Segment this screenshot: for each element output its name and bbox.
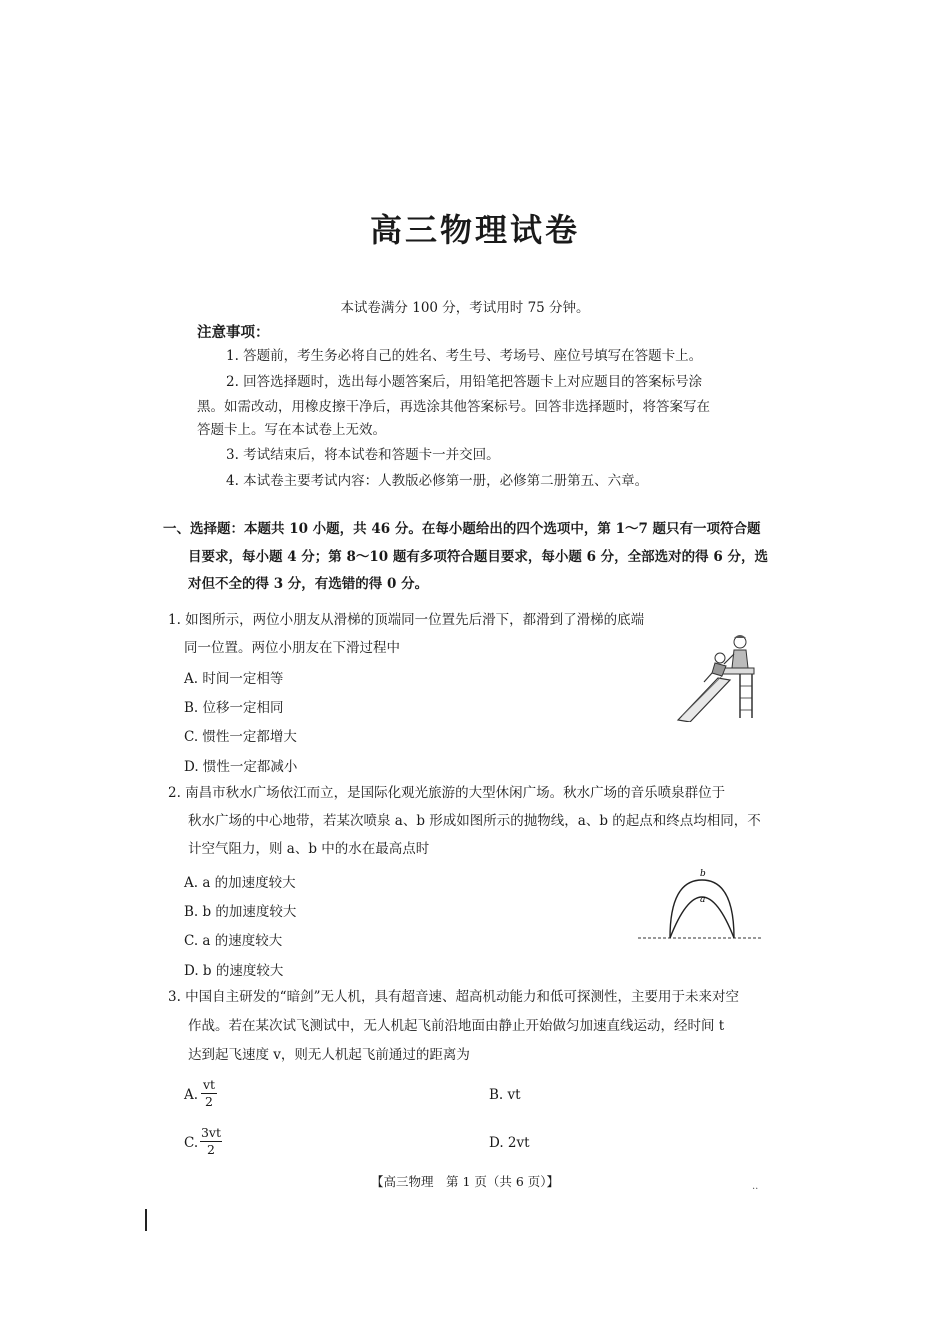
section-instructions-3: 对但不全的得 3 分，有选错的得 0 分。 xyxy=(188,576,429,592)
q3-stem-2: 作战。若在某次试飞测试中，无人机起飞前沿地面由静止开始做匀加速直线运动，经时间 t xyxy=(188,1018,725,1034)
section-instructions-1: 一、选择题：本题共 10 小题，共 46 分。在每小题给出的四个选项中，第 1～7 题只有一项符合题 xyxy=(163,521,761,537)
fountain-figure xyxy=(636,866,766,946)
q2-stem-3: 计空气阻力，则 a、b 中的水在最高点时 xyxy=(188,841,430,857)
q3-option-c-denominator: 2 xyxy=(207,1142,215,1157)
page-footer: 【高三物理 第 1 页（共 6 页）】 xyxy=(370,1174,560,1189)
q3-option-a-denominator: 2 xyxy=(205,1094,213,1109)
note-line-2: 2. 回答选择题时，选出每小题答案后，用铅笔把答题卡上对应题目的答案标号涂 xyxy=(226,374,703,390)
note-line-4: 答题卡上。写在本试卷上无效。 xyxy=(197,422,386,438)
parabola-b xyxy=(670,880,734,938)
margin-mark xyxy=(145,1209,147,1231)
q3-option-b: B. vt xyxy=(489,1087,521,1103)
q1-option-a: A. 时间一定相等 xyxy=(184,671,284,687)
exam-info: 本试卷满分 100 分，考试用时 75 分钟。 xyxy=(340,300,590,316)
q1-option-b: B. 位移一定相同 xyxy=(184,700,284,716)
q3-stem-1: 3. 中国自主研发的“暗剑”无人机，具有超音速、超高机动能力和低可探测性，主要用于未来对空 xyxy=(168,989,739,1005)
note-line-3: 黑。如需改动，用橡皮擦干净后，再选涂其他答案标号。回答非选择题时，将答案写在 xyxy=(197,399,710,415)
q2-option-b: B. b 的加速度较大 xyxy=(184,904,297,920)
notes-heading: 注意事项： xyxy=(197,325,270,341)
q2-stem-2: 秋水广场的中心地带，若某次喷泉 a、b 形成如图所示的抛物线，a、b 的起点和终点均相同，不 xyxy=(188,813,761,829)
q3-option-a-label: A. xyxy=(184,1087,199,1103)
q3-option-a-fraction xyxy=(201,1078,217,1109)
q1-option-d: D. 惯性一定都减小 xyxy=(184,759,298,775)
q1-option-c: C. 惯性一定都增大 xyxy=(184,729,297,745)
corner-mark: .. xyxy=(752,1181,759,1192)
q3-option-d: D. 2vt xyxy=(489,1135,530,1151)
q1-stem-1: 1. 如图所示，两位小朋友从滑梯的顶端同一位置先后滑下，都滑到了滑梯的底端 xyxy=(168,612,645,628)
q3-stem-3: 达到起飞速度 v，则无人机起飞前通过的距离为 xyxy=(188,1047,470,1063)
section-instructions-2: 目要求，每小题 4 分；第 8～10 题有多项符合题目要求，每小题 6 分，全部选对的得 6 分，选 xyxy=(188,549,768,565)
q1-stem-2: 同一位置。两位小朋友在下滑过程中 xyxy=(184,640,400,656)
q2-option-a: A. a 的加速度较大 xyxy=(184,875,296,891)
q3-option-a-numerator: vt xyxy=(202,1077,216,1092)
note-line-6: 4. 本试卷主要考试内容：人教版必修第一册，必修第二册第五、六章。 xyxy=(226,473,649,489)
note-line-1: 1. 答题前，考生务必将自己的姓名、考生号、考场号、座位号填写在答题卡上。 xyxy=(226,348,703,364)
label-a: a xyxy=(700,895,706,905)
q3-option-c-label: C. xyxy=(184,1135,199,1151)
q3-option-c-fraction xyxy=(200,1126,222,1157)
q2-stem-1: 2. 南昌市秋水广场依江而立，是国际化观光旅游的大型休闲广场。秋水广场的音乐喷泉群位于 xyxy=(168,785,726,801)
q2-option-c: C. a 的速度较大 xyxy=(184,933,283,949)
q3-option-c-numerator: 3vt xyxy=(200,1125,222,1140)
page-title: 高三物理试卷 xyxy=(369,211,580,249)
label-b: b xyxy=(700,869,706,879)
note-line-5: 3. 考试结束后，将本试卷和答题卡一并交回。 xyxy=(226,447,500,463)
slide-figure xyxy=(660,630,770,722)
q2-option-d: D. b 的速度较大 xyxy=(184,963,284,979)
